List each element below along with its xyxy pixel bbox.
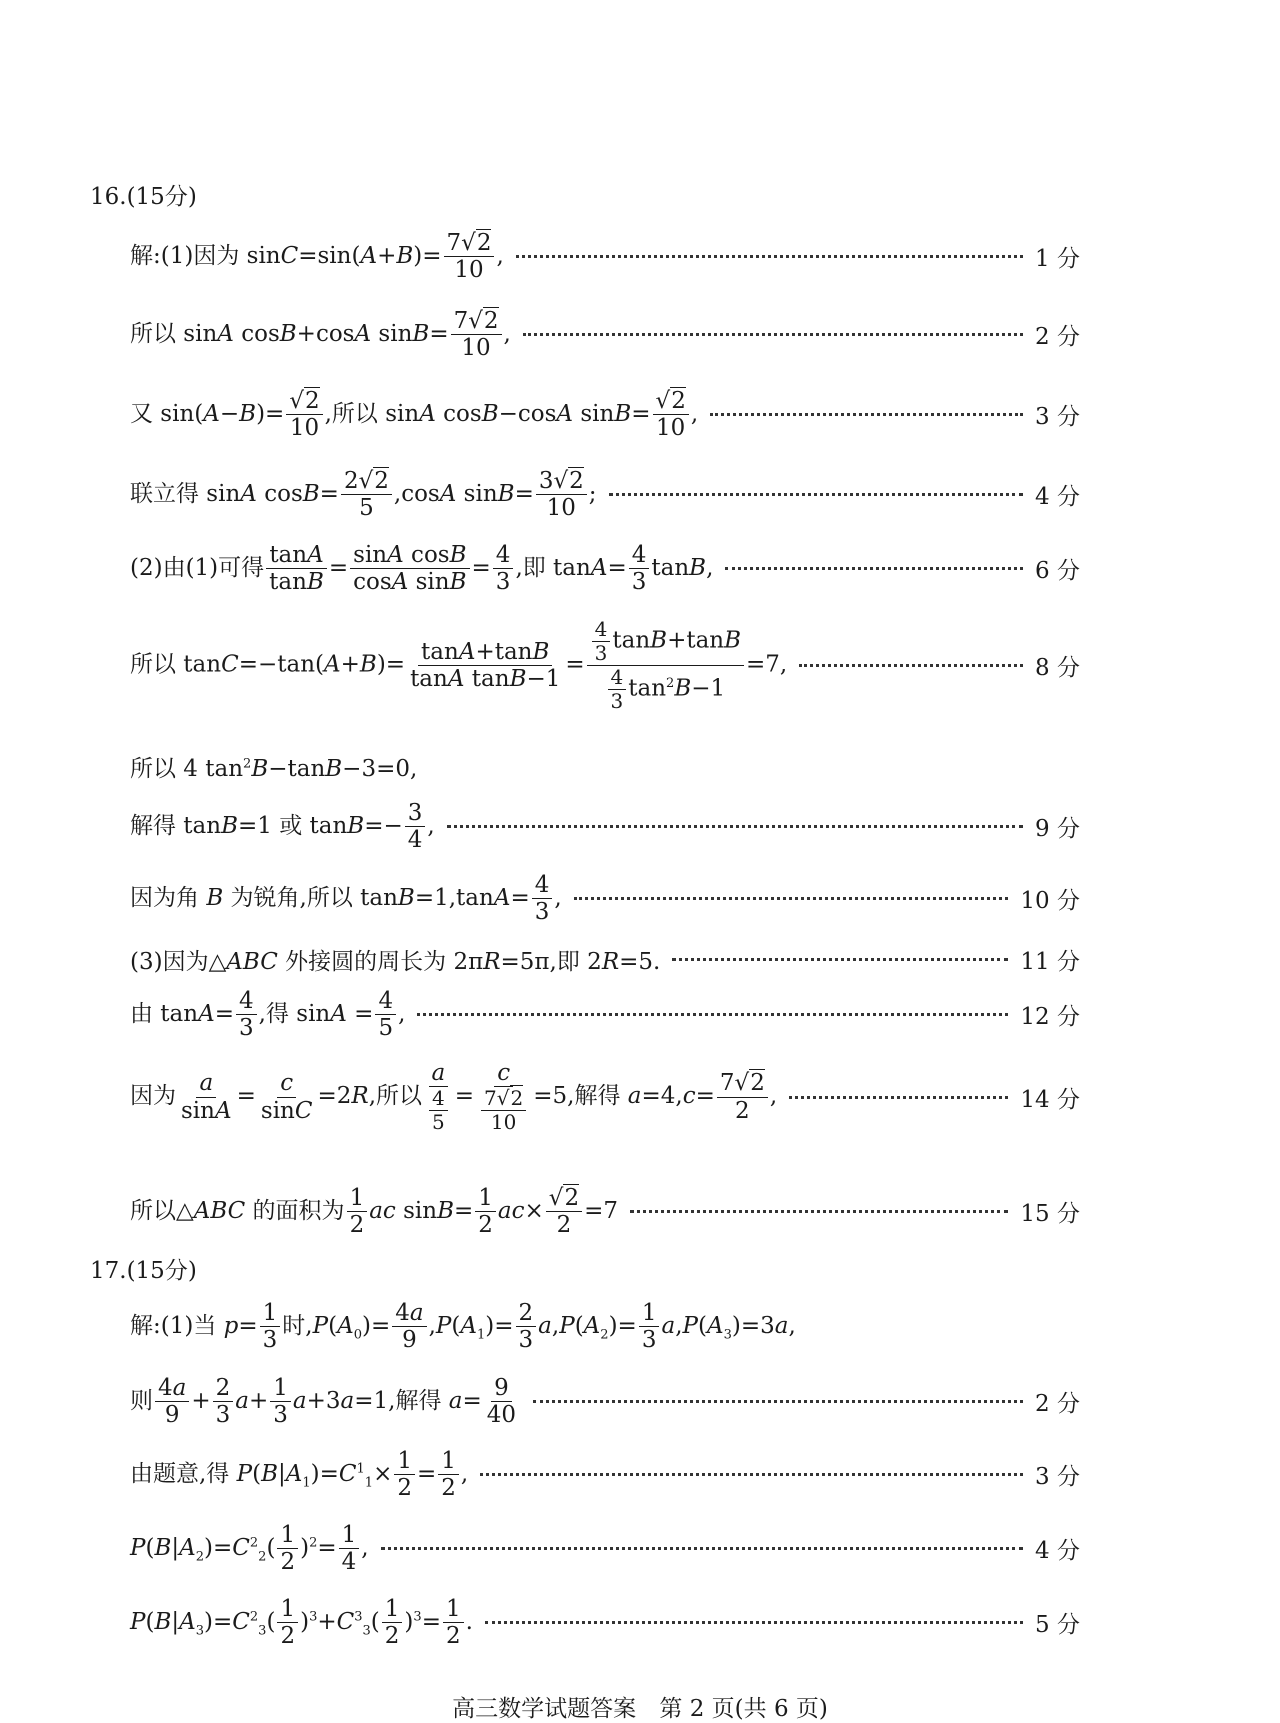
q16-line-1: 解:(1)因为 sinC=sin(A+B)= $\frac{7√2}{10}$ , 1 分	[130, 230, 1080, 284]
q16-line-7: 所以 4 $\tan^2B-\tan B-3=0$,	[130, 756, 418, 782]
score-17-3: 3 分	[1035, 1464, 1080, 1491]
q17-line-1: 解:(1)当 p= $\frac{1}{3}$ 时$,P(A_0)=$ $\frac{4a}{9}$ $,P(A_1)=$ $\frac{2}{3}$ $a,P(A_2)=$ $\frac{1}{3}$ $a,P(A_3)=3a$,	[130, 1300, 796, 1354]
q16-line-12: 因为 $\frac{a}{\sin A}$ = $\frac{c}{\sin C}$ =2R,所以 $\frac{a}{\frac{4}{5}}$ = $\frac{c}{\frac{7√2}{10}}$ =5,解得 a=4,c= $\frac{7√2}{2}$ , 14 分	[130, 1060, 1080, 1135]
q17-line-3: 由题意,得 $P(B|A_1)=C^1_1\times$ $\frac{1}{2}$ = $\frac{1}{2}$ , 3 分	[130, 1448, 1080, 1502]
q16-line-9: 因为角 B 为锐角,所以 tanB=1,tanA= $\frac{4}{3}$ , 10 分	[130, 872, 1080, 926]
footer-title: 高三数学试题答案	[452, 1696, 637, 1722]
q16-line-10: (3)因为△ABC 外接圆的周长为 2πR=5π,即 2R=5. 11 分	[130, 943, 1080, 976]
score-6: 6 分	[1035, 558, 1080, 585]
q16-line-4: 联立得 sinA cosB= $\frac{2√2}{5}$ ,cosA sinB= $\frac{3√2}{10}$ ; 4 分	[130, 468, 1080, 522]
q16-line-3: 又 sin(A−B)= $\frac{√2}{10}$ ,所以 sinA cosB−cosA sinB= $\frac{√2}{10}$ , 3 分	[130, 388, 1080, 442]
q16-header: 16.(15分)	[90, 184, 197, 210]
score-14: 14 分	[1020, 1086, 1080, 1113]
q16-line-2: 所以 sinA cosB+cosA sinB= $\frac{7√2}{10}$ , 2 分	[130, 308, 1080, 362]
score-17-4: 4 分	[1035, 1538, 1080, 1565]
q16-line-5: (2)由(1)可得 $\frac{\tan A}{\tan B}$ = $\frac{\text{sinA cosB}}{\text{cosA sinB}}$ = $\frac{4}{3}$ ,即 tanA= $\frac{4}{3}$ tanB, 6 分	[130, 542, 1080, 596]
score-3: 3 分	[1035, 404, 1080, 431]
page-footer	[0, 1690, 1280, 1723]
score-12: 12 分	[1020, 1004, 1080, 1031]
score-15: 15 分	[1020, 1201, 1080, 1228]
q16-line-13: 所以△ABC 的面积为 $\frac{1}{2}$ ac sinB= $\frac{1}{2}$ ac× $\frac{√2}{2}$ =7 15 分	[130, 1185, 1080, 1239]
q16-line-6: 所以 tanC=−tan(A+B)= $\frac{\tan A+\tan B}{\text{tanA tanB−1}}$ = $\frac{4}{3}$ tanB+tanB $\frac{4}{3}$ $\tan^2B-1$ =7, 8 分	[130, 617, 1080, 713]
q17-line-5: $P(B|A_3)=C^2_3$( $\frac{1}{2}$ )$^3+C^3_3$( $\frac{1}{2}$ )$^3$= $\frac{1}{2}$ . 5 分	[130, 1596, 1080, 1650]
score-4: 4 分	[1035, 484, 1080, 511]
footer-page: 第 2 页(共 6 页)	[659, 1696, 828, 1722]
q16-line-8: 解得 tanB=1 或 tanB=− $\frac{3}{4}$ , 9 分	[130, 800, 1080, 854]
q17-header: 17.(15分)	[90, 1258, 197, 1284]
score-2: 2 分	[1035, 324, 1080, 351]
score-1: 1 分	[1035, 246, 1080, 273]
q16-line-11: 由 tanA= $\frac{4}{3}$ ,得 sinA = $\frac{4}{5}$ , 12 分	[130, 988, 1080, 1042]
score-8: 8 分	[1035, 655, 1080, 681]
q17-line-2: 则 $\frac{4a}{9}$ + $\frac{2}{3}$ a+ $\frac{1}{3}$ a+3a=1,解得 a= $\frac{9}{40}$ 2 分	[130, 1375, 1080, 1429]
score-9: 9 分	[1035, 816, 1080, 843]
score-10: 10 分	[1020, 888, 1080, 915]
score-17-5: 5 分	[1035, 1612, 1080, 1639]
score-17-2: 2 分	[1035, 1391, 1080, 1418]
score-11: 11 分	[1020, 949, 1080, 975]
q17-line-4: $P(B|A_2)=C^2_2$( $\frac{1}{2}$ )$^2$= $\frac{1}{4}$ , 4 分	[130, 1522, 1080, 1576]
